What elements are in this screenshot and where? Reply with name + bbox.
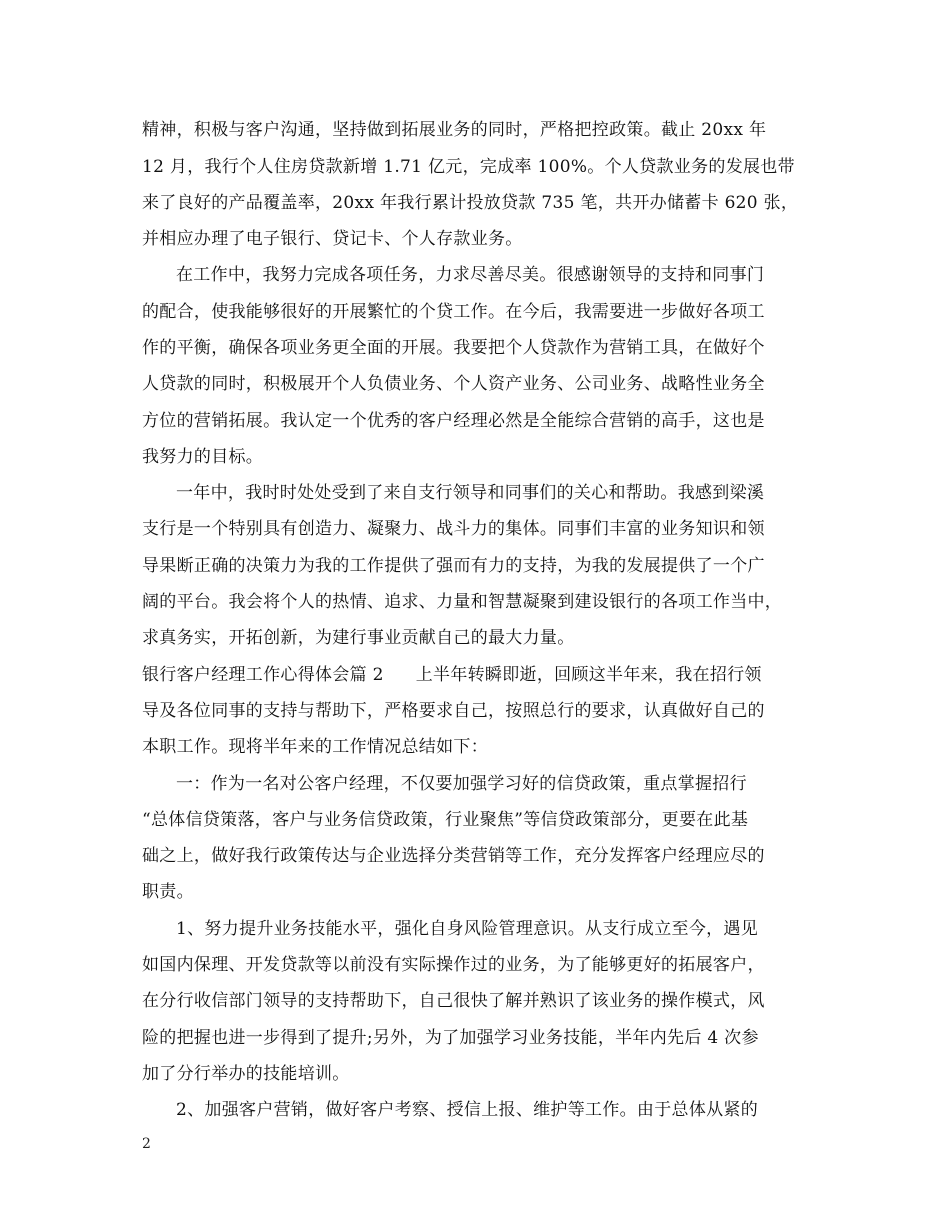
paragraph-first-line: 一年中，我时时处处受到了来自支行领导和同事们的关心和帮助。我感到梁溪 [176, 483, 765, 503]
text-line: 的配合，使我能够很好的开展繁忙的个贷工作。在今后，我需要进一步做好各项工 [142, 302, 765, 322]
text-line: 在分行收信部门领导的支持帮助下，自己很快了解并熟识了该业务的操作模式，风 [142, 991, 765, 1011]
text-line: 方位的营销拓展。我认定一个优秀的客户经理必然是全能综合营销的高手，这也是 [142, 411, 765, 431]
paragraph-first-line: 1、努力提升业务技能水平，强化自身风险管理意识。从支行成立至今，遇见 [176, 919, 759, 939]
text-line: 支行是一个特别具有创造力、凝聚力、战斗力的集体。同事们丰富的业务知识和领 [142, 519, 765, 539]
section-heading-line [142, 665, 762, 685]
text-line: 求真务实，开拓创新，为建行事业贡献自己的最大力量。 [142, 628, 575, 648]
text-line: 险的把握也进一步得到了提升;另外，为了加强学习业务技能，半年内先后 4 次参 [142, 1028, 759, 1048]
text-line: 导果断正确的决策力为我的工作提供了强而有力的支持，为我的发展提供了一个广 [142, 556, 765, 576]
paragraph-first-line: 在工作中，我努力完成各项任务，力求尽善尽美。很感谢领导的支持和同事门 [176, 265, 765, 285]
text-line: 本职工作。现将半年来的工作情况总结如下： [142, 737, 488, 757]
paragraph-first-line: 2、加强客户营销，做好客户考察、授信上报、维护等工作。由于总体从紧的 [176, 1100, 759, 1120]
text-line: 并相应办理了电子银行、贷记卡、个人存款业务。 [142, 229, 523, 249]
text-line: 来了良好的产品覆盖率，20xx 年我行累计投放贷款 735 笔，共开办储蓄卡 620 张， [142, 193, 799, 213]
text-line: 如国内保理、开发贷款等以前没有实际操作过的业务，为了能够更好的拓展客户， [142, 955, 765, 975]
paragraph-first-line: 一：作为一名对公客户经理，不仅要加强学习好的信贷政策，重点掌握招行 [176, 774, 747, 794]
text-line: 我努力的目标。 [142, 447, 264, 467]
text-line: 精神，积极与客户沟通，坚持做到拓展业务的同时，严格把控政策。截止 20xx 年 [142, 120, 767, 140]
text-line: 导及各位同事的支持与帮助下，严格要求自己，按照总行的要求，认真做好自己的 [142, 701, 765, 721]
text-line: 12 月，我行个人住房贷款新增 1.71 亿元，完成率 100%。个人贷款业务的发展也带 [142, 157, 795, 177]
text-line: 阔的平台。我会将个人的热情、追求、力量和智慧凝聚到建设银行的各项工作当中， [142, 592, 783, 612]
text-line: 职责。 [142, 882, 194, 902]
text-line: 础之上，做好我行政策传达与企业选择分类营销等工作，充分发挥客户经理应尽的 [142, 846, 765, 866]
text-line: 加了分行举办的技能培训。 [142, 1064, 350, 1084]
page-number: 2 [142, 1136, 151, 1152]
text-line: 作的平衡，确保各项业务更全面的开展。我要把个人贷款作为营销工具，在做好个 [142, 338, 765, 358]
text-line: 人贷款的同时，积极展开个人负债业务、个人资产业务、公司业务、战略性业务全 [142, 374, 765, 394]
text-line: “总体信贷策落，客户与业务信贷政策，行业聚焦”等信贷政策部分，更要在此基 [142, 810, 749, 830]
section-heading: 银行客户经理工作心得体会篇 2 [142, 665, 384, 685]
section-intro: 上半年转瞬即逝，回顾这半年来，我在招行领 [415, 665, 762, 685]
